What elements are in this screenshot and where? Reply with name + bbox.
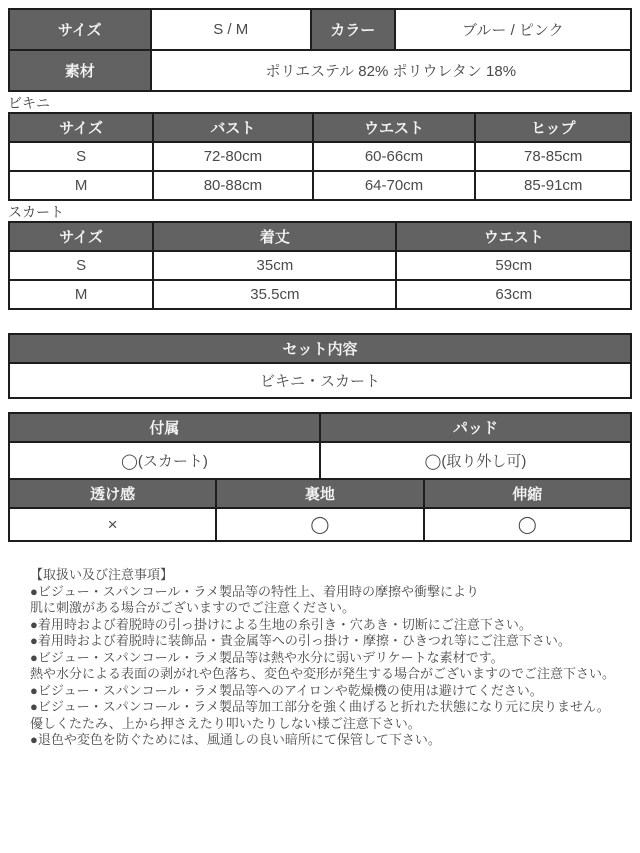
notes-title: 【取扱い及び注意事項】 [30, 567, 174, 582]
bikini-cell: M [9, 171, 153, 200]
material-value-cell: ポリエステル 82% ポリウレタン 18% [151, 50, 632, 91]
note-line: ●着用時および着脱時の引っ掛けによる生地の糸引き・穴あき・切断にご注意下さい。 [30, 616, 532, 632]
set-contents-value: ビキニ・スカート [9, 363, 631, 398]
sheerness-header-cell: 透け感 [9, 479, 216, 508]
table-row [9, 251, 631, 280]
color-header-cell: カラー [311, 9, 395, 50]
bikini-cell: 60-66cm [313, 142, 476, 171]
notes-section [8, 567, 632, 749]
bikini-cell: 72-80cm [153, 142, 312, 171]
size-value-cell: S / M [151, 9, 311, 50]
pad-value-cell: ◯(取り外し可) [320, 442, 631, 479]
skirt-cell: 63cm [396, 280, 631, 309]
skirt-size-table [8, 221, 632, 310]
color-value-cell: ブルー / ピンク [395, 9, 631, 50]
skirt-section-label: スカート [8, 204, 64, 220]
bikini-col-header: ウエスト [313, 113, 476, 142]
skirt-cell: 35.5cm [153, 280, 396, 309]
bikini-col-header: サイズ [9, 113, 153, 142]
accessory-value-cell: ◯(スカート) [9, 442, 320, 479]
stretch-value-cell: ◯ [424, 508, 632, 541]
note-line: ●ビジュー・スパンコール・ラメ製品等加工部分を強く曲げると折れた状態になり元に戻りません。 [30, 699, 610, 714]
note-line: ●着用時および着脱時に装飾品・貴金属等への引っ掛け・摩擦・ひきつれ等にご注意下さい。 [30, 633, 571, 648]
bikini-cell: S [9, 142, 153, 171]
note-line: 熱や水分による表面の剥がれや色落ち、変色や変形が発生する場合がございますのでご注意下さい。 [30, 666, 616, 681]
table-row [9, 171, 631, 200]
lining-value-cell: ◯ [216, 508, 423, 541]
skirt-cell: 35cm [153, 251, 396, 280]
material-header-cell: 素材 [9, 50, 151, 91]
skirt-col-header: ウエスト [396, 222, 631, 251]
bikini-cell: 80-88cm [153, 171, 312, 200]
table-row [9, 142, 631, 171]
stretch-header-cell: 伸縮 [424, 479, 632, 508]
skirt-col-header: サイズ [9, 222, 153, 251]
table-row [9, 280, 631, 309]
size-header-cell: サイズ [9, 9, 151, 50]
lining-header-cell: 裏地 [216, 479, 423, 508]
skirt-cell: 59cm [396, 251, 631, 280]
bikini-cell: 64-70cm [313, 171, 476, 200]
bikini-col-header: ヒップ [475, 113, 631, 142]
set-contents-header: セット内容 [9, 334, 631, 363]
accessory-header-cell: 付属 [9, 413, 320, 442]
bikini-size-table [8, 112, 632, 201]
note-line: ●ビジュー・スパンコール・ラメ製品等は熱や水分に弱いデリケートな素材です。 [30, 649, 504, 665]
skirt-col-header: 着丈 [153, 222, 396, 251]
bikini-cell: 85-91cm [475, 171, 631, 200]
note-line: ●ビジュー・スパンコール・ラメ製品等の特性上、着用時の摩擦や衝撃により [30, 583, 479, 599]
sheerness-value-cell: × [9, 508, 216, 541]
note-line: 肌に刺激がある場合がございますのでご注意ください。 [30, 600, 356, 615]
skirt-cell: M [9, 280, 153, 309]
bikini-cell: 78-85cm [475, 142, 631, 171]
note-line: ●ビジュー・スパンコール・ラメ製品等へのアイロンや乾燥機の使用は避けてください。 [30, 682, 543, 698]
skirt-cell: S [9, 251, 153, 280]
top-spec-table [8, 8, 632, 92]
bikini-section-label: ビキニ [8, 95, 50, 111]
set-contents-table [8, 333, 632, 399]
pad-header-cell: パッド [320, 413, 631, 442]
bikini-col-header: バスト [153, 113, 312, 142]
note-line: 優しくたたみ、上から押さえたり叩いたりしない様ご注意下さい。 [30, 715, 421, 731]
note-line: ●退色や変色を防ぐためには、風通しの良い暗所にて保管して下さい。 [30, 732, 441, 747]
attributes-table [8, 412, 632, 542]
